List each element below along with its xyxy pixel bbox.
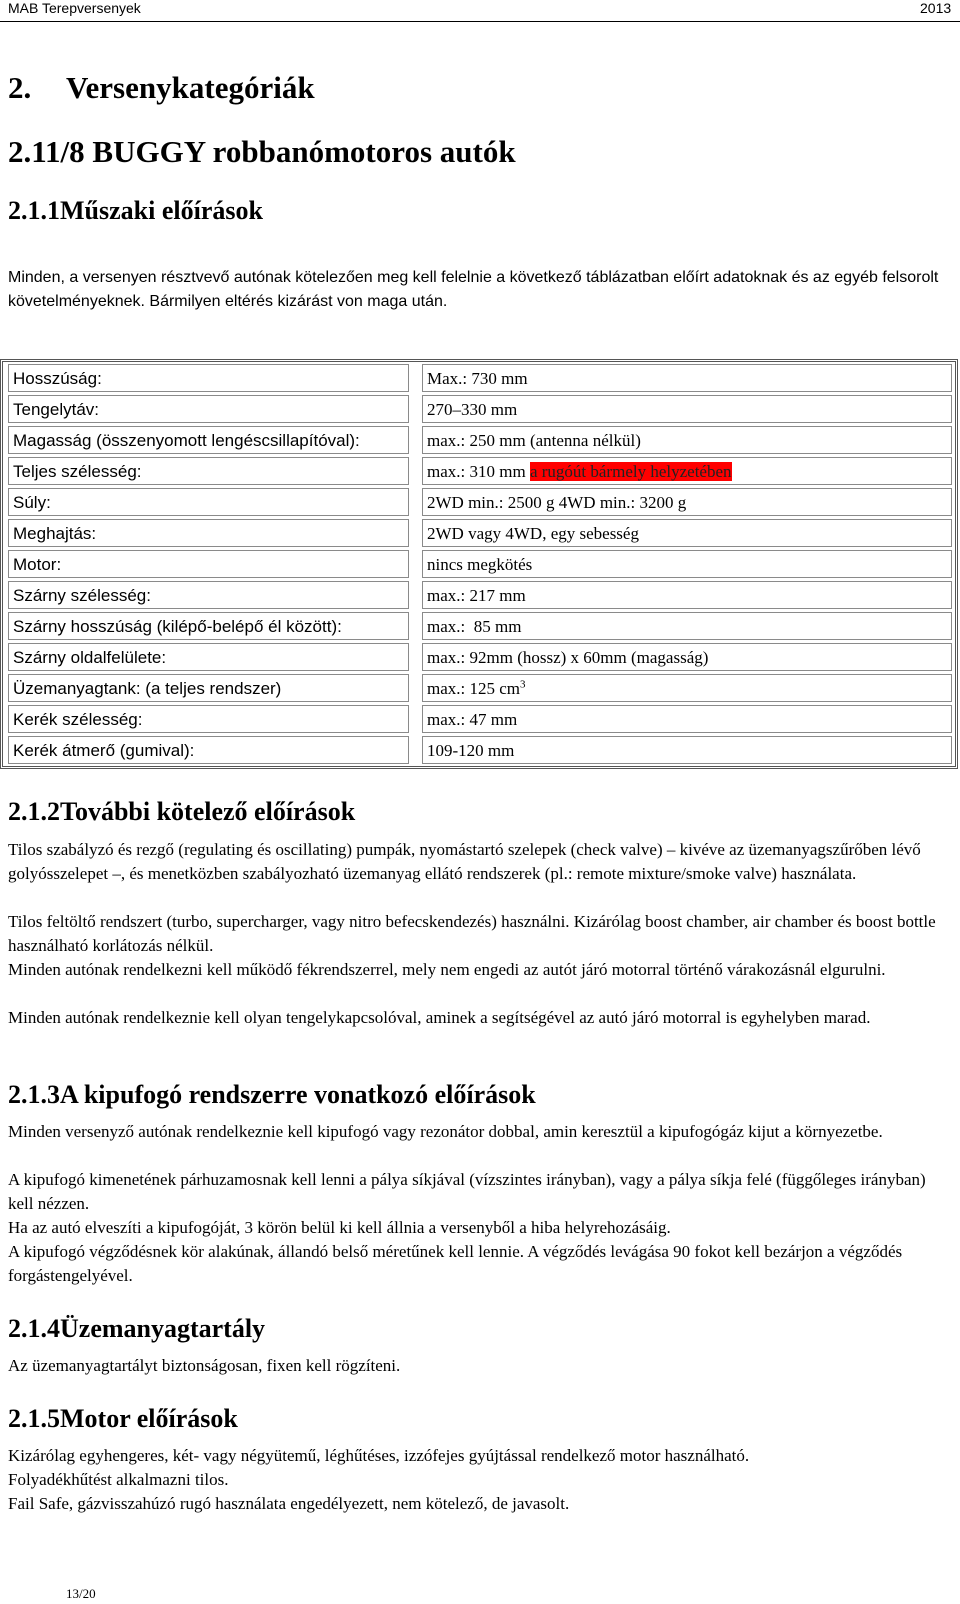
- paragraph: Ha az autó elveszíti a kipufogóját, 3 körön belül ki kell állnia a versenyből a hiba helyrehozásáig.: [8, 1218, 671, 1237]
- subsection-heading-212: 2.1.2További kötelező előírások: [8, 797, 356, 826]
- section-heading: 2.11/8 BUGGY robbanómotoros autók: [8, 134, 516, 169]
- chapter-heading: [8, 70, 315, 106]
- paragraph: Minden autónak rendelkezni kell működő fékrendszerrel, mely nem engedi az autót járó motorral történő várakozásnál elgurulni.: [8, 960, 886, 979]
- spec-row: [3, 705, 955, 736]
- spec-label: Súly:: [8, 488, 409, 516]
- spec-row: [3, 736, 955, 767]
- spec-row: [3, 519, 955, 550]
- paragraph: A kipufogó kimenetének párhuzamosnak kell lenni a pálya síkjával (vízszintes irányban), vagy a pálya síkja felé (függőleges irányban) kell nézzen.: [8, 1170, 926, 1213]
- subsection-heading-211: 2.1.1Műszaki előírások: [8, 196, 263, 225]
- spec-row: [3, 364, 955, 395]
- spec-row: [3, 426, 955, 457]
- page-number: 13/20: [66, 1586, 96, 1601]
- spec-value: max.: 47 mm: [422, 705, 952, 733]
- highlighted-text: a rugóút bármely helyzetében: [529, 462, 732, 481]
- spec-label: Szárny szélesség:: [8, 581, 409, 609]
- superscript: 3: [520, 678, 526, 691]
- spec-row: [3, 612, 955, 643]
- paragraph: A kipufogó végződésnek kör alakúnak, állandó belső méretűnek kell lennie. A végződés levágása 90 fokot kell bezárjon a végződés forgástengelyével.: [8, 1242, 903, 1285]
- spec-row: [3, 395, 955, 426]
- spec-label: Hosszúság:: [8, 364, 409, 392]
- spec-label: Magasság (összenyomott lengéscsillapítóval):: [8, 426, 409, 454]
- paragraph: Tilos szabályzó és rezgő (regulating és oscillating) pumpák, nyomástartó szelepek (check valve) – kivéve az üzemanyagszűrőben lévő golyósszelepet –, és menetközben szabályozható üzemanyag ellátó rendszerek (pl.: remote mixture/smoke valve) használata.: [8, 840, 921, 883]
- subsection-heading-215: 2.1.5Motor előírások: [8, 1404, 238, 1433]
- paragraph: Fail Safe, gázvisszahúzó rugó használata engedélyezett, nem kötelező, de javasolt.: [8, 1494, 570, 1513]
- chapter-number: 2.: [8, 70, 32, 105]
- spec-label: Teljes szélesség:: [8, 457, 409, 485]
- intro-paragraph: Minden, a versenyen résztvevő autónak kötelezően meg kell felelnie a következő táblázatban előírt adatoknak és az egyéb felsorolt követelményeknek. Bármilyen eltérés kizárást von maga után.: [8, 269, 939, 310]
- spec-value: 2WD min.: 2500 g 4WD min.: 3200 g: [422, 488, 952, 516]
- spec-value: 270–330 mm: [422, 395, 952, 423]
- spec-row: [3, 581, 955, 612]
- spec-label: Üzemanyagtank: (a teljes rendszer): [8, 674, 409, 702]
- spec-value: Max.: 730 mm: [422, 364, 952, 392]
- spec-row: [3, 550, 955, 581]
- spec-row: [3, 488, 955, 519]
- spec-value-text: max.: 310 mm: [427, 462, 530, 481]
- spec-value: 2WD vagy 4WD, egy sebesség: [422, 519, 952, 547]
- spec-label: Szárny oldalfelülete:: [8, 643, 409, 671]
- spec-label: Kerék szélesség:: [8, 705, 409, 733]
- spec-value: max.: 217 mm: [422, 581, 952, 609]
- spec-table: [0, 359, 958, 769]
- spec-row: [3, 674, 955, 705]
- spec-value: [422, 457, 952, 485]
- subsection-heading-213: 2.1.3A kipufogó rendszerre vonatkozó előírások: [8, 1080, 536, 1109]
- spec-label: Meghajtás:: [8, 519, 409, 547]
- paragraph: Tilos feltöltő rendszert (turbo, supercharger, vagy nitro befecskendezés) használni. Kizárólag boost chamber, air chamber és boost bottle használható korlátozás nélkül.: [8, 912, 936, 955]
- paragraph: Kizárólag egyhengeres, két- vagy négyütemű, léghűtéses, izzófejes gyújtással rendelkező motor használható.: [8, 1446, 750, 1465]
- spec-value: max.: 92mm (hossz) x 60mm (magasság): [422, 643, 952, 671]
- subsection-heading-214: 2.1.4Üzemanyagtartály: [8, 1314, 266, 1343]
- paragraph: Minden autónak rendelkeznie kell olyan tengelykapcsolóval, aminek a segítségével az autó járó motorral is egyhelyben marad.: [8, 1008, 871, 1027]
- header-divider: [0, 21, 960, 22]
- spec-value: max.: 250 mm (antenna nélkül): [422, 426, 952, 454]
- spec-value: nincs megkötés: [422, 550, 952, 578]
- spec-label: Motor:: [8, 550, 409, 578]
- spec-label: Tengelytáv:: [8, 395, 409, 423]
- spec-value: 109-120 mm: [422, 736, 952, 764]
- spec-row: [3, 457, 955, 488]
- running-header-title: MAB Terepversenyek: [8, 0, 141, 16]
- paragraph: Folyadékhűtést alkalmazni tilos.: [8, 1470, 229, 1489]
- spec-label: Szárny hosszúság (kilépő-belépő él között):: [8, 612, 409, 640]
- paragraph: Minden versenyző autónak rendelkeznie kell kipufogó vagy rezonátor dobbal, amin keresztül a kipufogógáz kijut a környezetbe.: [8, 1122, 883, 1141]
- spec-row: [3, 643, 955, 674]
- chapter-title: Versenykategóriák: [66, 70, 315, 105]
- spec-value-text: max.: 125 cm: [427, 679, 521, 698]
- running-header-year: 2013: [920, 0, 952, 16]
- spec-label: Kerék átmerő (gumival):: [8, 736, 409, 764]
- spec-value: max.: 85 mm: [422, 612, 952, 640]
- paragraph: Az üzemanyagtartályt biztonságosan, fixen kell rögzíteni.: [8, 1356, 401, 1375]
- spec-value: [422, 674, 952, 702]
